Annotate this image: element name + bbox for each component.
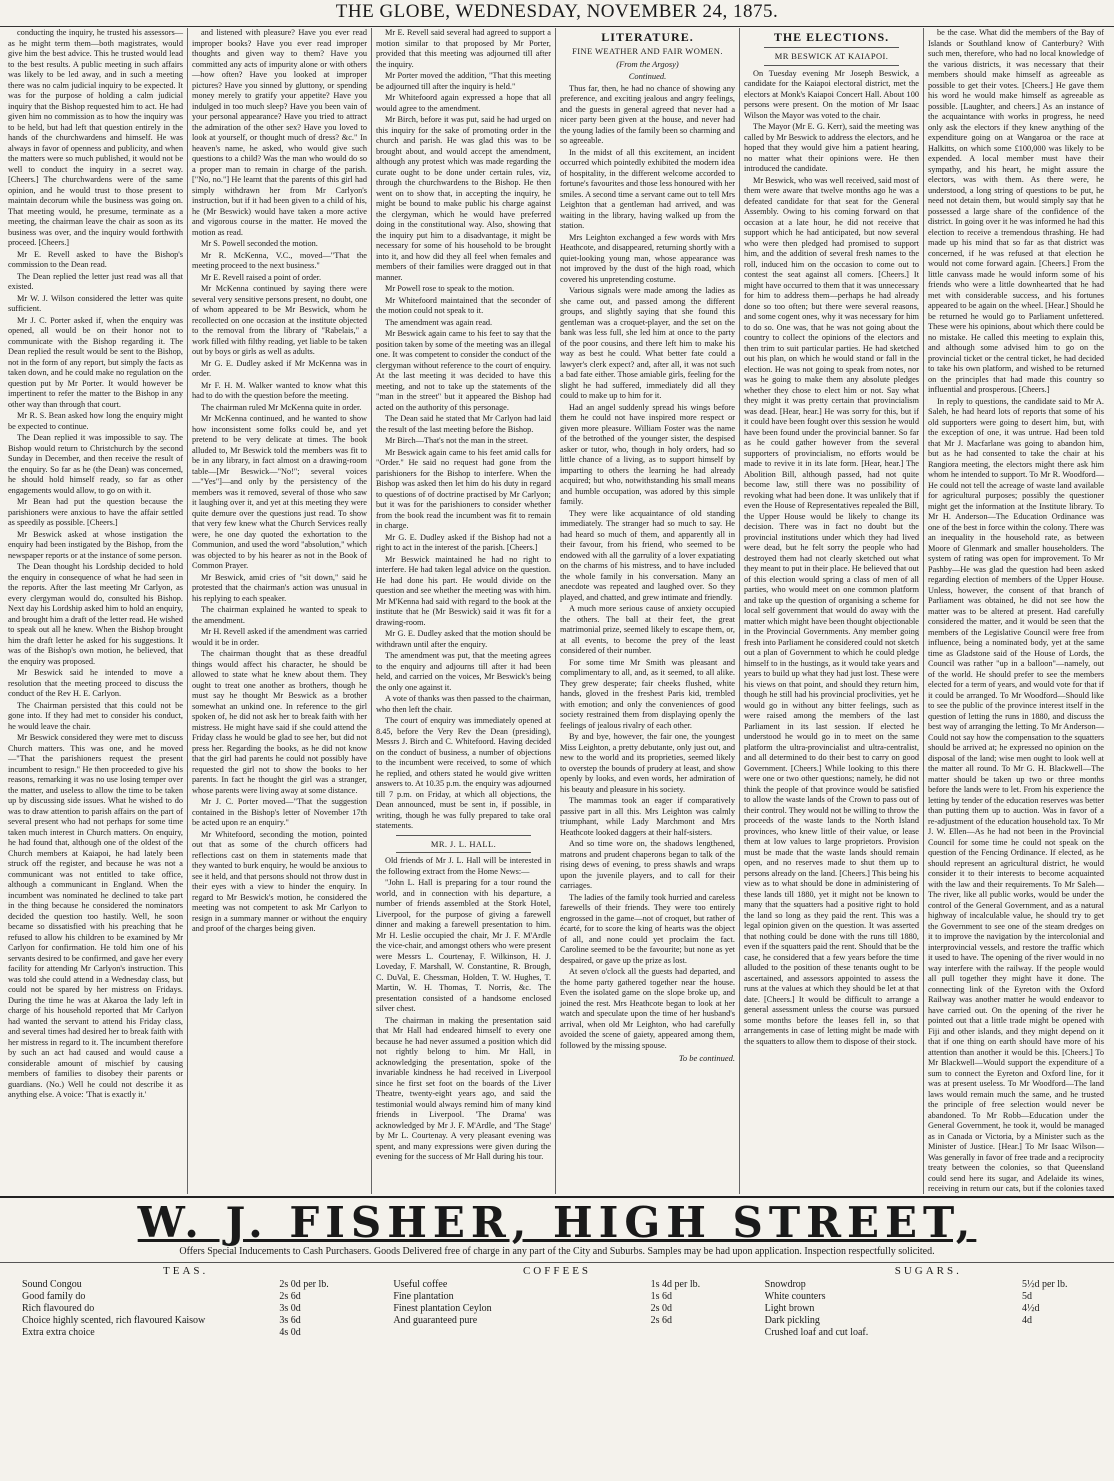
article-paragraph: Mr Beswick, amid cries of "sit down," said he protested that the chairman's action was unusual in his replying to each speaker. — [192, 572, 367, 603]
article-paragraph: Mr H. Revell asked if the amendment was carried would it be in order. — [192, 627, 367, 647]
item-name: Finest plantation Ceylon — [393, 1303, 492, 1314]
column-4 — [556, 28, 740, 1194]
article-paragraph: The Dean replied it was impossible to say. The Bishop would return to Christchurch by the second Sunday in December, and then receive the result of the enquiry. So far as he (the Dean) was concerned, he should hold himself ready, so far as other engagements would allow, to go on with it. — [8, 433, 183, 495]
article-paragraph: Thus far, then, he had no chance of showing any preference, and exciting jealous and angry feelings, and the guests in general agreed that never had a nicer party been given at the house, and never had the young ladies of the family been so charming and so agreeable. — [560, 83, 735, 145]
article-paragraph: Mr G. E. Dudley asked that the motion should be withdrawn until after the enquiry. — [376, 629, 551, 649]
article-paragraph: In reply to questions, the candidate said to Mr A. Saleh, he had heard lots of reports that some of his old supporters were going to desert him, but, with the exception of one, it was untrue. Had been told that Mr J. Macfarlane was going to abandon him, but as he had consented to take the chair at his Rangiora meeting, the electors might there ask him whom he intended to support. To Mr R. Woodford—He could not tell the acreage of waste land available for agricultural purposes; possibly the questioner might get the information at the Institute library. To Mr H. Anderson—The Education Ordinance was one of the best in force within the colony. There was an inequality in the household rate, as between Moore of Glenmark and smaller householders. The system of rating was open for improvement. To Mr Pashby—He was glad the question had been asked regarding election of members of the Upper House. Unless, however, the consent of that branch of Parliament was obtained, he did not see how the matter was to be altered at present. Had carefully considered the matter, and it would be seen that the members of the Legislative Council were free from influence, being a nominated body, yet at the same time as Gladstone said of the House of Lords, the Council was rather "up in a balloon"—namely, out of the world. He should prefer to see the members elected for a term of years, and would vote for that if it could be arranged. To Mr Woodford—Should like to see the public of the province interest itself in the question of letting the runs in 1880, and discuss the best way of arranging the letting. To Mr Anderson—Could not say how the compensation to the squatters should be arrived at; he expressed no opinion on the disposal of the land; wise men ought to look well at the matter all round. To Mr G. H. Blackwell—The matter should be taken up two or three months before the lands were to let. From his experience the letting by tender of the education reserves was better than putting them up to auction. Was in favor of a re-adjustment of the education household tax. To Mr J. W. Ellen—As he had not been in the Provincial Council for some time he could not speak on the question of the Fencing Ordinance. If elected, as he should represent an agricultural district, he would consider it to their interests to become acquainted with the law and their requirements. To Mr Saleh—The river, like all public works, would be under the control of the General Government, and as a natural highway of incalculable value, he should try to get the Government to see one of the steam dredges on it to improve the navigation by the intercolonial and interprovincial vessels, and restore the traffic which it used to have. The opening of the river would in no way interfere with the railway. If the people would all pull together they might have it done. The connecting link of the Eyreton with the Oxford Railway was another matter he would endeavor to have carried out. On the opening of the river he pointed out that a little trade might be opened with Fiji and other islands, and they might depend on it that if one thing on earth should have more of his attention than another it would be this. [Cheers.] To Mr Blackwell—Would support the expenditure of a sum to connect the Eyreton and Oxford line, for it was at present useless. To Mr Woodford—The land laws would remain much the same, and he trusted the principle of free selection would never be abandoned. To Mr Robb—Education under the General Government, he took it, would be managed as in Canada or Victoria, by a Minister such as the Minister of Justice. [Hear.] To Mr Isaac Wilson—Was generally in favor of free trade and a reciprocity treaty between the colonies, so that Queensland could send here its sugar, and Adelaide its wines, receiving in return our cats, but if the colonies taxed — [928, 396, 1104, 1193]
article-paragraph: Mr E. Revell said several had agreed to support a motion similar to that proposed by Mr Porter, provided that this meeting was adjourned till after the inquiry. — [376, 28, 551, 69]
article-paragraph: In the midst of all this excitement, an incident occurred which pointedly exhibited the modern idea of hospitality, in the different welcome accorded to fortune's favourites and those less honoured with her smiles. A second time a servant came out to tell Mrs Leighton that a gentleman had arrived, and was waiting in the library, having walked up from the station. — [560, 147, 735, 230]
article-paragraph: The Chairman persisted that this could not be gone into. If they had met to consider his conduct, he would leave the chair. — [8, 700, 183, 731]
article-paragraph: Mr J. C. Porter moved—"That the suggestion contained in the Bishop's letter of November 17th be acted upon re an enquiry." — [192, 797, 367, 827]
literature-body — [560, 84, 735, 1052]
literature-source: (From the Argosy) — [616, 58, 679, 69]
column-5 — [740, 28, 924, 1194]
item-price: 4½d — [1021, 1303, 1040, 1314]
article-divider — [396, 852, 531, 853]
article-paragraph: Mr Beswick considered they were met to discuss Church matters. This was one, and he moved—"That the parishioners request the present incumbent to resign." He then proceeded to give his reasons, remarking it was no use losing temper over the matter, and useless to allow the time to be taken up by discussing side issues. What he wished to do was to draw attention to parish affairs on the part of several present who had not perhaps for some time taken much interest in Church matters. On enquiry, he had found that, although one of the oldest of the Church members at Kaiapoi, he had lately been struck off the register, and because he was not a communicant was not entitled to take office, although a communicant in England. When the incumbent was nominated he declined to take part in the thing because he considered the nominators decided the question too hastily. Well, he soon became so dissatisfied with his preaching that he refused to allow his children to be examined by Mr Carlyon for confirmation. He told him one of his servants desired to be confirmed, and gave her every facility for attending Mr Carlyon's instruction. This was told she could attend in a Wednesday class, but could not be spared by her mistress on Fridays. During the time he was at Akaroa the lady left in charge of his household reported that Mr Carlyon had wanted the servant to attend his Friday class, and several times had desired her to break faith with her mistress in regard to it. The incumbent therefore by such an act had caused and would cause a considerable amount of mischief by causing members of families to disobey their parents or guardians. (No.) Well he could not describe it as anything else. A voice: 'That is exactly it.' — [8, 733, 183, 1099]
item-name: And guaranteed pure — [393, 1315, 478, 1326]
elections-heading: THE ELECTIONS. — [773, 30, 890, 44]
item-name: Useful coffee — [393, 1279, 448, 1290]
article-paragraph: The Dean replied the letter just read was all that existed. — [8, 271, 183, 291]
item-price: 2s 0d per lb. — [279, 1279, 329, 1290]
article-paragraph: The chairman ruled Mr McKenna quite in order. — [201, 402, 362, 412]
coffees-list — [371, 1263, 742, 1478]
column-3-body — [376, 28, 551, 832]
teas-rows — [22, 1279, 349, 1339]
teas-list — [0, 1263, 371, 1478]
column-1 — [4, 28, 188, 1194]
article-paragraph: Mr Bean had put the question because the parishioners were anxious to have the affair settled as speedily as possible. [Cheers.] — [8, 497, 183, 527]
article-paragraph: Mr Beswick maintained he had no right to interfere. He had taken legal advice on the question. He had done his part. He would divide on the question and see whether the meeting was with him. Mr M'Kenna had said with regard to the book at the institute that he (Mr Beswick) said it was fit for a drawing-room. — [376, 554, 551, 627]
elections-body — [744, 69, 919, 1048]
article-paragraph: The chairman explained he wanted to speak to the amendment. — [192, 605, 367, 625]
column-3 — [372, 28, 556, 1194]
item-name: Fine plantation — [393, 1291, 454, 1302]
column-2 — [188, 28, 372, 1194]
price-row — [393, 1279, 720, 1291]
item-name: Snowdrop — [764, 1279, 806, 1290]
article-paragraph: The chairman thought that as these dreadful things would affect his character, he should be allowed to state what he knew about them. They ought to treat one another as brothers, though he must say he thought Mr Beswick as a brother somewhat an unkind one. In reference to the girl spoken of, he did not ask her to break faith with her mistress. He might have said if she could attend the Friday class he would be glad to see her, but did not press her. Regarding the books, as he did not know that the girl had parents he could not possibly have requested the girl not to show the books to her parents. In fact he thought the girl was a stranger, whose parents were living away at some distance. — [192, 649, 367, 795]
article-paragraph: "John L. Hall is preparing for a tour round the world, and in connection with his departure, a number of friends assembled at the Stork Hotel, Liverpool, for the purpose of giving a farewell dinner and making a farewell presentation to him. Mr H. Leslie occupied the chair, Mr J. F. M'Ardle the vice-chair, and amongst others who were present were Messrs L. Courtenay, F. Wilkinson, H. J. Loveday, F. Marshall, W. Constantine, R. Brough, C. DuVal, E. Chessman, Holden, T. W. Hughes, T. Martin, W. H. Thomas, T. Norris, &c. The presentation consisted of a handsome enclosed silver chest. — [376, 878, 551, 1013]
article-paragraph: Mr W. J. Wilson considered the letter was quite sufficient. — [8, 293, 183, 313]
article-paragraph: Had an angel suddenly spread his wings before them he could not have inspired more respect or given more pleasure. William Foster was the name of the betrothed of the younger sister, the despised asker or tutor, who, though in holy orders, had so little chance of a living, as to support himself by imparting to others the learning he had already acquired; but who, notwithstanding his small means and humble occupation, was adored by this simple family. — [560, 402, 735, 506]
item-price: 4d — [1021, 1315, 1032, 1326]
article-paragraph: Mr Beswick, who was well received, said most of them were aware that twelve months ago he was a defeated candidate for that seat for the General Assembly. Owing to his coming forward on that occasion at a late hour, he did not receive that support which he had anticipated, but now several who were then pledged had promised to support him, and the addition of several fresh names to the roll, induced him on the occasion to come out to contest the seat against all comers. [Cheers.] It might have occurred to them that it was unnecessary for him to address them—perhaps he had already done so too often; but there were several reasons, and some cogent ones, why it was necessary for him to do so. One was, that he was not going about the country to collect the opinions of the electors and then trim to suit particular parties. He had sketched out his plan, on which he would stand or fall in the election. He was not going to speak from notes, nor was he going to make them any absolute pledges whether they chose to elect him or not. Say what they might it was pretty certain that provincialism was dead. [Hear, hear.] He was sorry for this, but if it could have been fought over this session he would have been found under the provincial banner. So far as he could gather however from the several supporters of provincialism, no efforts would be made to revive it in its late form. [Hear, hear.] The Abolition Bill, although passed, had not quite become law, still there was no possibility of revoking what had been done. It was unlikely that if even the House of Representatives repealed the Bill, the Upper House would be likely to change its decision. There was in fact no doubt but the provincial institutions under which they had lived were dead, but he felt sorry the people who had destroyed them had not clearly sketched out what they meant to put in their place. He believed that out of this election would spring a class of men of all parties, who would meet on one common platform and take up the question of organising a scheme for local self government that would do away with the matter which might have been thought objectionable in the Provincial Governments. Any member going fresh into Parliament he considered could not sketch out a plan of Government to which he could pledge himself to in the hustings, as it would take years and years to build up what they had just lost. These were his views on that point, and should they return him, though he still had his provincial proclivities, yet he would go in without any bitter feelings, such as were raised among the members of the last Parliament in its last session. If elected he understood he would go in to meet on the same platform the ultra-provincialist and ultra-centralist, and all determined to do their best to carry on good Government. [Cheers.] While looking to this there were one or two other questions; namely, he did not think the people of that province would be satisfied to allow the waste lands of the Crown to pass out of their control. They would not be willing to throw the proceeds of the waste lands to the North Island provinces, who knew little of their value, or lease them at low values to large proprietors. Provision must be made that the waste lands should remain open, and no reserves made to shut them up to persons already on the land. [Cheers.] This being his view as to what should be done in administering of these lands till 1880, yet it might not be known to many that the squatters had a positive right to hold the land so long as they paid the rent. This was a legal opinion given on the question. It was asserted that nothing could be done with the runs till 1880, even if the squatters paid the rent. Should that be the case, he considered that a few years before the time alluded to the position of these tenants ought to be ascertained, and assessors appointed to assess the runs at the values at which they should be let at that date. [Cheers.] It would be difficult to arrange a general assessment unless the course was pursued some months before the leases fell in, so that arrangements in case of letting might be made with the squatters to allow them to dispose of their stock. — [744, 175, 919, 1046]
item-price — [1022, 1327, 1092, 1339]
article-paragraph: Mr G. E. Dudley asked if the Bishop had not a right to act in the interest of the parish. [Cheers.] — [376, 532, 551, 552]
article-paragraph: Mr S. Powell seconded the motion. — [201, 239, 318, 248]
article-paragraph: Mr Beswick asked at whose instigation the enquiry had been instigated by the Bishop, from the newspaper reports or at the instance of some person. — [8, 529, 183, 560]
advert-title: W. J. FISHER, HIGH STREET, — [137, 1198, 977, 1247]
item-name: Rich flavoured do — [22, 1303, 95, 1314]
price-row — [22, 1327, 349, 1339]
item-price: 2s 0d — [650, 1303, 673, 1314]
elections-subheading: MR BESWICK AT KAIAPOI. — [774, 51, 889, 61]
item-price: 2s 6d — [279, 1291, 301, 1302]
coffees-heading: COFFEES — [522, 1265, 592, 1277]
item-name: Dark pickling — [764, 1315, 820, 1326]
article-paragraph: The amendment was put, that the meeting agrees to the enquiry and adjourns till after it had been held, and carried on the voices, Mr Beswick's being the only one against it. — [376, 651, 551, 692]
article-paragraph: Mr Whitefoord maintained that the seconder of the motion could not speak to it. — [376, 295, 551, 315]
fisher-advertisement — [0, 1196, 1114, 1481]
article-divider — [764, 47, 899, 48]
article-paragraph: The Mayor (Mr E. G. Kerr), said the meeting was called by Mr Beswick to address the electors, and he hoped that they would give him a patient hearing, no matter what their opinions were. He then introduced the candidate. — [744, 122, 919, 173]
price-row — [393, 1303, 720, 1315]
article-paragraph: Mr McKenna continued, and he wanted to show how inconsistent some folks could be, and yet pretend to be very delicate at times. The book alluded to, Mr Beswick told the members was fit to be in any library, in fact almost on a drawing-room table—[Mr Beswick—"No!"; several voices—"Yes"]—and only by the persistency of the members was it removed, several of those who saw it laughing over it, and yet at this meeting they were quite demure over the questions just read. To show that very few knew what the Church Services really were, he one day quoted the exhortation to the Communion, and used the word "absolution," which was objected to by his hearer as not in the Book of Common Prayer. — [192, 414, 367, 570]
article-paragraph: Mr Porter moved the addition, "That this meeting be adjourned till after the inquiry is held." — [376, 71, 551, 91]
article-paragraph: Mr G. E. Dudley asked if Mr McKenna was in order. — [192, 358, 367, 378]
article-paragraph: Mr E. Revell asked to have the Bishop's commission to the Dean read. — [8, 249, 183, 269]
sugars-heading: SUGARS. — [894, 1265, 962, 1277]
article-paragraph: A vote of thanks was then passed to the chairman, who then left the chair. — [376, 694, 551, 714]
article-paragraph: For some time Mr Smith was pleasant and complimentary to all, and, as it seemed, to all alike. They grew desperate; fair cheeks flushed, white hands, gloved in the freshest Paris kid, trembled with emotion; and only the conveniences of good society restrained them from displaying openly the feelings of jealous rivalry of each other. — [560, 657, 735, 730]
article-paragraph: Mr Whitefoord, seconding the motion, pointed out that as some of the church officers had reflections cast on them in statements made that they wanted to burk enquiry, he would be anxious to see it held, and that persons should not throw dust in their eyes with a view to hinder the enquiry. In regard to Mr Beswick's motion, he considered the meeting was not competent to ask Mr Carlyon to resign in a summary manner or without the enquiry and proof of the charges being given. — [192, 829, 367, 933]
item-price: 3s 6d — [279, 1315, 301, 1326]
item-name: Crushed loaf and cut loaf. — [764, 1327, 869, 1338]
item-name: Sound Congou — [22, 1279, 82, 1290]
article-paragraph: Mr J. C. Porter asked if, when the enquiry was opened, all would be on their honor not to communicate with the Bishop regarding it. The Dean replied the result would be sent to the Bishop, not in the form of any report, but simply the facts as taken down, and he could make no regulation on the question put by Mr Porter. It would however be impertinent to refer the matter to the Bishop in any other way than through that court. — [8, 315, 183, 409]
article-paragraph: The Dean thought his Lordship decided to hold the enquiry in consequence of what he had seen in the reports. After the last meeting Mr Carlyon, as every clergyman would do, consulted his Bishop. Next day his Lordship asked him to hold an enquiry, and brought him a draft of the letter read. He wished to speak out all he knew. When the Bishop brought him the draft letter he asked for his suggestions. It was of the Bishop's own motion, he believed, that the enquiry was proposed. — [8, 562, 183, 666]
article-paragraph: Mr Powell rose to speak to the motion. — [385, 284, 515, 293]
article-paragraph: Mr Beswick said he intended to move a resolution that the meeting proceed to discuss the conduct of the Rev H. E. Carlyon. — [8, 668, 183, 698]
advert-subtitle: Offers Special Inducements to Cash Purchasers. Goods Delivered free of charge in any part of the City and Suburbs. Samples may be had upon application. Inspection respectfully solicited. — [179, 1246, 935, 1257]
article-paragraph: Mr R. McKenna, V.C., moved—"That the meeting proceed to the next business." — [192, 250, 367, 270]
article-paragraph: The mammas took an eager if comparatively passive part in all this. Mrs Leighton was calmly triumphant, while Lady Marchmont and Mrs Heathcote looked daggers at their half-sisters. — [560, 796, 735, 837]
article-paragraph: And so time wore on, the shadows lengthened, matrons and prudent chaperons began to talk of the rising dews of evening, to press shawls and wraps upon the juvenile players, and to call for their carriages. — [560, 839, 735, 890]
masthead: THE GLOBE, WEDNESDAY, NOVEMBER 24, 1875. — [0, 0, 1114, 27]
article-paragraph: They were like acquaintance of old standing immediately. The stranger had so much to say. He had heard so much of them, and apparently all in their favour, from his friend, who seemed to be endowed with all the garrulity of a lover expatiating on the charms of his mistress, and to have included the whole family in his conversation. Many an anecdote was repeated and laughed over. So they played, and chatted, and grew intimate and friendly. — [560, 508, 735, 602]
article-paragraph: The chairman in making the presentation said that Mr Hall had endeared himself to every one because he had never assumed a position which did not rightly belong to him. Mr Hall, in acknowledging the presentation, spoke of the invariable kindness he had received in Liverpool since he first set foot on the boards of the Liver Theatre, twenty-eight years ago, and said the testimonial would always remind him of many kind friends in Liverpool. 'The Drama' was acknowledged by Mr J. F. M'Ardle, and 'The Stage' by Mr L. Courtenay. A very pleasant evening was spent, and many expressions were given during the evening for the success of Mr Hall during his tour. — [376, 1015, 551, 1161]
article-paragraph: Mr Birch, before it was put, said he had urged on this inquiry for the sake of promoting order in the church and parish. He was glad this was to be brought about, and would accept the amendment, although any protest which was made regarding the curate ought to be done under certain rules, viz, through the churchwardens to the Bishop. He then went on to show that, in accepting the inquiry, he might be bound to make public his charge against the clergyman, which he would have preferred doing in the constitutional way. Also, showing that the inquiry put him to a disadvantage, it might be necessary for some of his household to be brought into it, and how did they all feel when females and members of their families were dragged out in that manner. — [376, 115, 551, 282]
article-paragraph: The Dean said he stated that Mr Carlyon had laid the result of the last meeting before the Bishop. — [376, 414, 551, 434]
article-divider — [396, 835, 531, 836]
article-paragraph: By and bye, however, the fair one, the youngest Miss Leighton, a pretty debutante, only just out, and new to the world and its proprieties, seemed likely to overstep the bounds of prudery at least, and show openly by looks, and even words, her admiration of his beauty and pleasure in his society. — [560, 732, 735, 794]
article-paragraph: Mr Beswick again came to his feet amid calls for "Order." He said no request had gone from the parishioners for the Bishop to interfere. When the Bishop was asked then let him do his duty in regard to questions of of doctrine practised by Mr Carlyon; but it was for the parishioners to consider whether from the book read the incumbent was fit to remain in charge. — [376, 447, 551, 530]
article-paragraph: Old friends of Mr J. L. Hall will be interested in the following extract from the Home News:— — [376, 856, 551, 876]
article-paragraph: The amendment was again read. — [385, 317, 493, 327]
price-row — [393, 1291, 720, 1303]
hall-article-body — [376, 856, 551, 1163]
item-name: Extra extra choice — [22, 1327, 95, 1338]
article-paragraph: Mr R. S. Bean asked how long the enquiry might be expected to continue. — [8, 411, 183, 431]
teas-heading: TEAS. — [163, 1265, 209, 1277]
price-row — [765, 1303, 1092, 1315]
item-name: Good family do — [22, 1291, 86, 1302]
article-paragraph: Various signals were made among the ladies as she came out, and passed among the different groups, and slightly saying that she found this gentleman was a croquet-player, and the set on the bank was less full, she led him at once to the party of the poor cousins, and there left him to make his way as best he could. What better fate could a lawyer's clerk expect? and, after all, it was not such a bad fate either. Those amiable girls, feeling for the slight he had suffered, immediately did all they could to make up to him for it. — [560, 286, 735, 400]
article-paragraph: Mr McKenna continued by saying there were several very sensitive persons present, no doubt, one of whom appeared to be Mr Beswick, whom he recollected on one occasion at the institute objected to the removal from the library of "Rabelais," a work filled with filthy reading, yet liable to be taken out by boys or girls as well as adults. — [192, 284, 367, 356]
article-paragraph: conducting the inquiry, he trusted his assessors—as he might term them—both magistrates, would give him the best advice. This he trusted would lead to the best results. A public meeting in such affairs was likely to be led away, and in such a meeting there was no calm judicial inquiry to be expected. It was for the purpose of holding a calm judicial inquiry that the Bishop requested him to act. He had given him no commission as to how the inquiry was to be held, but had left that question entirely in the hands of the churchwardens and himself. He was always in favor of openness and publicity, and when the matters were so much published, it would not be well to conduct the inquiry in a secret way. [Cheers.] The churchwardens were of the same opinion, and he would trust to those present to maintain decorum while the business was going on. That meeting would, he presume, terminate as a meeting, the chairman leave the chair as soon as its business was over, and the inquiry would forthwith proceed. [Cheers.] — [8, 28, 183, 247]
item-price: 1s 4d per lb. — [650, 1279, 701, 1290]
literature-continued: Continued. — [628, 71, 667, 81]
article-paragraph: and listened with pleasure? Have you ever read improper books? Have you ever read improper thoughts and given way to them? Have you committed any acts of impurity alone or with others—how often? Have you looked at improper pictures? Have you sinned by gluttony, or spending money merely to gratify your appetite? Have you indulged in too much sleep? Have you been vain of your personal appearance? Have you tried to attract the admiration of the other sex? Have you loved to look at yourself, or thought much of dress? &c." In heaven's name, he asked, who would give such questions to a child? Was the man who would do so a proper man to remain in charge of the parish. ["No, no."] He learnt that the parents of this girl had simply withdrawn her from Mr Carlyon's instruction, but if it had been given to a child of his, he (Mr Beswick) would have taken a more active and vigorous course in the matter. He moved the motion as read. — [192, 28, 367, 237]
item-price: 5½d per lb. — [1021, 1279, 1068, 1290]
article-paragraph: At seven o'clock all the guests had departed, and the home party gathered together near the house. Even the isolated game on the slope broke up, and joined the rest. Mrs Heathcote began to look at her watch and speculate upon the time of her husband's arrival, when old Mr Leighton, who had carefully avoided the scene of gaiety, appeared among them, followed by the missing spouse. — [560, 967, 735, 1050]
price-row — [22, 1315, 349, 1327]
article-paragraph: Mr Whitefoord again expressed a hope that all would agree to the amendment. — [376, 93, 551, 113]
item-price: 2s 6d — [650, 1315, 673, 1326]
item-price: 4s 0d — [279, 1327, 301, 1338]
article-paragraph: Mr Beswick again came to his feet to say that the position taken by some of the meeting was an illegal one. It was competent to consider the conduct of the clergyman without reference to the court of enquiry. At the last meeting it was decided to have this meeting, and not to take up the statements of the "man in the street" but it appeared the Bishop had acted on the authority of this personage. — [376, 329, 551, 412]
item-name: White counters — [764, 1291, 826, 1302]
item-price: 5d — [1021, 1291, 1032, 1302]
item-price: 3s 0d — [279, 1303, 301, 1314]
article-paragraph: On Tuesday evening Mr Joseph Beswick, a candidate for the Kaiapoi electoral district, met the electors at Monk's Kaiapoi Concert Hall. About 100 persons were present. On the motion of Mr Isaac Wilson the Mayor was voted to the chair. — [744, 68, 919, 120]
price-row — [765, 1315, 1092, 1327]
price-row — [22, 1291, 349, 1303]
literature-heading: LITERATURE. — [601, 30, 694, 44]
price-row — [765, 1279, 1092, 1291]
to-be-continued: To be continued. — [678, 1053, 735, 1063]
article-divider — [764, 65, 899, 66]
price-row — [765, 1291, 1092, 1303]
sugars-list — [743, 1263, 1114, 1478]
item-price: 1s 6d — [650, 1291, 673, 1302]
price-row — [393, 1315, 720, 1327]
coffees-rows — [393, 1279, 720, 1327]
hall-heading: MR. J. L. HALL. — [430, 838, 497, 849]
article-paragraph: The ladies of the family took hurried and careless farewells of their friends. They were too entirely engrossed in the game—not of croquet, but rather of écarté, for to score the king of hearts was the object of all, and none could yet proclaim the fact. Caroline seemed to be the favourite; but none as yet despaired, or gave up the prize as lost. — [560, 892, 735, 965]
article-paragraph: Mr E. Revell raised a point of order. — [201, 272, 322, 282]
price-row — [22, 1303, 349, 1315]
item-name: Choice highly scented, rich flavoured Kaisow — [22, 1315, 206, 1326]
price-row — [22, 1279, 349, 1291]
price-list — [0, 1262, 1114, 1478]
item-name: Light brown — [764, 1303, 815, 1314]
newspaper-columns — [4, 28, 1110, 1194]
article-paragraph: Mrs Leighton exchanged a few words with Mrs Heathcote, and disappeared, returning shortly with a quiet-looking young man, whose appearance was not improved by the dust of the high road, which covered his unpretending costume. — [560, 232, 735, 284]
article-paragraph: The court of enquiry was immediately opened at 8.45, before the Very Rev the Dean (presiding), Messrs J. Birch and C. Whitefoord. Having decided on the conduct of business, a number of objections to the incumbent were received, to some of which he replied, and others stated he would give written answers to. At 10.35 p.m. the enquiry was adjourned till 7 p.m. on Friday, at which all objections, the Dean announced, must be sent in, if possible, in writing, though he was fully prepared to take oral statements. — [376, 716, 551, 830]
article-paragraph: A much more serious cause of anxiety occupied the others. The ball at their feet, the great matrimonial prize, seemed likely to escape them, or, at all events, to become the prey of the least considered of their number. — [560, 604, 735, 655]
column-6 — [924, 28, 1108, 1194]
literature-subheading: FINE WEATHER AND FAIR WOMEN. — [572, 46, 723, 56]
article-paragraph: be the case. What did the members of the Bay of Islands or Southland know of Canterbury? With such men, therefore, who had no local knowledge of the various districts, it was necessary that their members should make himself as agreeable as possible to get their votes. [Cheers.] He gave them his word he would make himself as agreeable as possible. [Laughter, and cheers.] As an instance of the acquaintance with works in progress, he need only ask the electors if they knew anything of the expenditure going on at Wangaroa or the race at Halkitts, on which some £100,000 was likely to be expended. A local member must have their sympathy, and his heart, he might assure the electors, was with them. As there were, he understood, a long string of questions to be put, he need not detain them, but would simply say that he possessed a large share of the confidence of the district. In going over it he was informed he had this election to receive a tremendous thrashing. He had made up his mind that so far as that district was concerned, if he was refused at that election he would not come forward again. [Cheers.] From the little canvass made he would inform some of his friends who were a little downhearted that he had met with considerable success, and his fortunes appeared to be again on the wheel. [Hear.] Should he be returned he would go to Parliament unfettered. These were his opinions, about which there could be no mistake. He called this meeting to explain this, and although some advised him to go on the provincial ticket or the central ticket, he had decided to take his own platform, and wished to be returned on the principles that had made this country so influential and prosperous. [Cheers.] — [928, 28, 1104, 394]
article-paragraph: Mr F. H. M. Walker wanted to know what this had to do with the question before the meeting. — [192, 380, 367, 400]
sugars-rows — [765, 1279, 1092, 1339]
price-row — [765, 1327, 1092, 1339]
article-paragraph: Mr Birch—That's not the man in the street. — [385, 436, 528, 445]
